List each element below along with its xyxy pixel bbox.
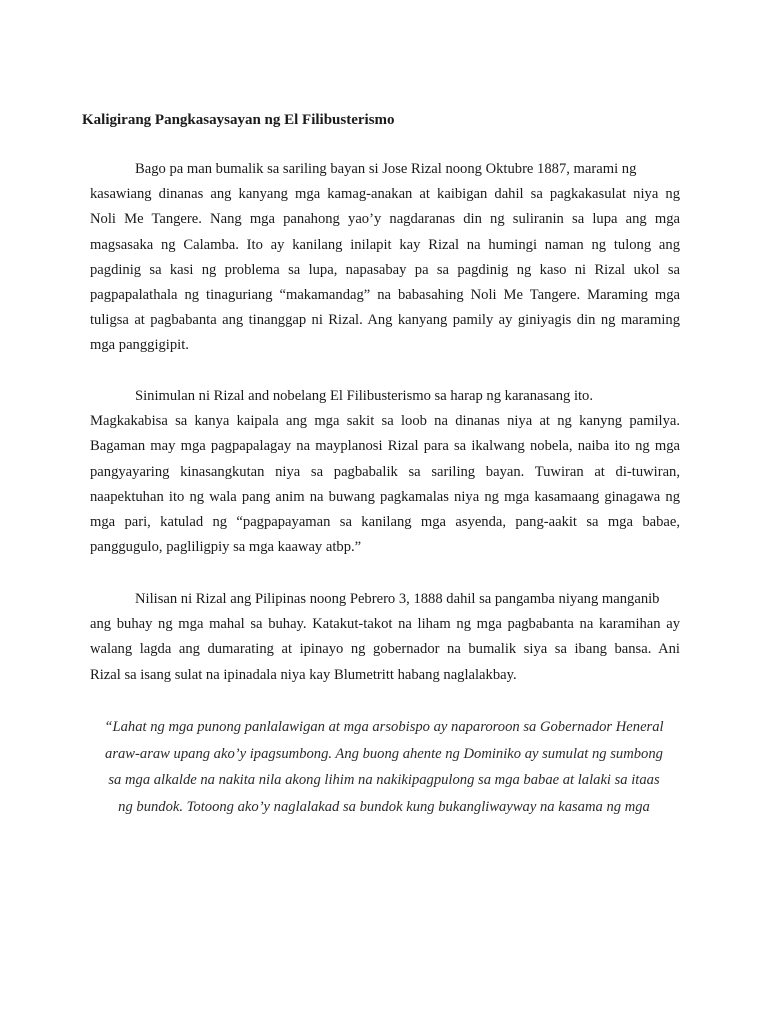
paragraph-line: Rizal sa isang sulat na ipinadala niya kay Blumetritt habang naglalakbay. xyxy=(90,666,517,683)
paragraph-line: Magkakabisa sa kanya kaipala ang mga sakit sa loob na dinanas niya at ng kanyng pamilya. xyxy=(90,413,680,430)
paragraph-line: Bago pa man bumalik sa sariling bayan si Jose Rizal noong Oktubre 1887, marami ng xyxy=(135,161,637,177)
paragraph-line: ang buhay ng mga mahal sa buhay. Katakut-takot na liham ng mga pagbabanta na karamihan ay xyxy=(90,616,680,633)
paragraph-line: pangyayaring kinasangkutan niya sa pagbabalik sa sariling bayan. Tuwiran at di-tuwiran, xyxy=(90,463,680,480)
block-quote xyxy=(84,714,684,820)
paragraph-line: Bagaman may mga pagpapalagay na mayplanosi Rizal para sa ikalwang nobela, naiba ito ng mga xyxy=(90,438,680,455)
paragraph-line: naapektuhan ito ng wala pang anim na buwang pagkamalas niya ng mga kasamaang ginagawa ng xyxy=(90,488,680,505)
paragraph-line: panggugulo, pagliligpiy sa mga kaaway atbp.” xyxy=(90,539,362,556)
paragraph-line: walang lagda ang dumarating at ipinayo ng gobernador na bumalik siya sa ibang bansa. Ani xyxy=(90,641,680,658)
paragraph-line: Nilisan ni Rizal ang Pilipinas noong Pebrero 3, 1888 dahil sa pangamba niyang manganib xyxy=(135,591,660,607)
paragraph-line: kasawiang dinanas ang kanyang mga kamag-anakan at kaibigan dahil sa pagkakasulat niya ng xyxy=(90,186,680,203)
paragraph-line: tuligsa at pagbabanta ang tinanggap ni Rizal. Ang kanyang pamily ay giniyagis din ng maraming xyxy=(90,312,680,329)
paragraph-line: pagdinig sa kasi ng problema sa lupa, napasabay pa sa pagdinig ng kaso ni Rizal ukol sa xyxy=(90,261,680,278)
paragraph-3 xyxy=(90,587,680,688)
quote-line: sa mga alkalde na nakita nila akong lihim na nakikipagpulong sa mga babae at lalaki sa itaas xyxy=(108,772,660,789)
paragraph-line: Sinimulan ni Rizal and nobelang El Filibusterismo sa harap ng karanasang ito. xyxy=(135,388,593,404)
paragraph-line: pagpapalathala ng tinaguriang “makamandag” na babasahing Noli Me Tangere. Maraming mga xyxy=(90,286,680,303)
paragraph-2 xyxy=(90,384,680,560)
paragraph-line: Noli Me Tangere. Nang mga panahong yao’y nagdaranas din ng suliranin sa lupa ang mga xyxy=(90,211,680,228)
paragraph-line: mga pari, katulad ng “pagpapayaman sa kanilang mga asyenda, pang-aakit sa mga babae, xyxy=(90,513,680,530)
document-title: Kaligirang Pangkasaysayan ng El Filibusterismo xyxy=(82,112,395,128)
paragraph-line: mga panggigipit. xyxy=(90,337,189,354)
paragraph-1 xyxy=(90,157,680,359)
paragraph-line: magsasaka ng Calamba. Ito ay kanilang inilapit kay Rizal na humingi naman ng tulong ang xyxy=(90,236,680,253)
quote-line: “Lahat ng mga punong panlalawigan at mga arsobispo ay naparoroon sa Gobernador Heneral xyxy=(104,719,664,735)
quote-line: araw-araw upang ako’y ipagsumbong. Ang buong ahente ng Dominiko ay sumulat ng sumbong xyxy=(105,745,663,762)
quote-line: ng bundok. Totoong ako’y naglalakad sa bundok kung bukangliwayway na kasama ng mga xyxy=(118,798,650,815)
